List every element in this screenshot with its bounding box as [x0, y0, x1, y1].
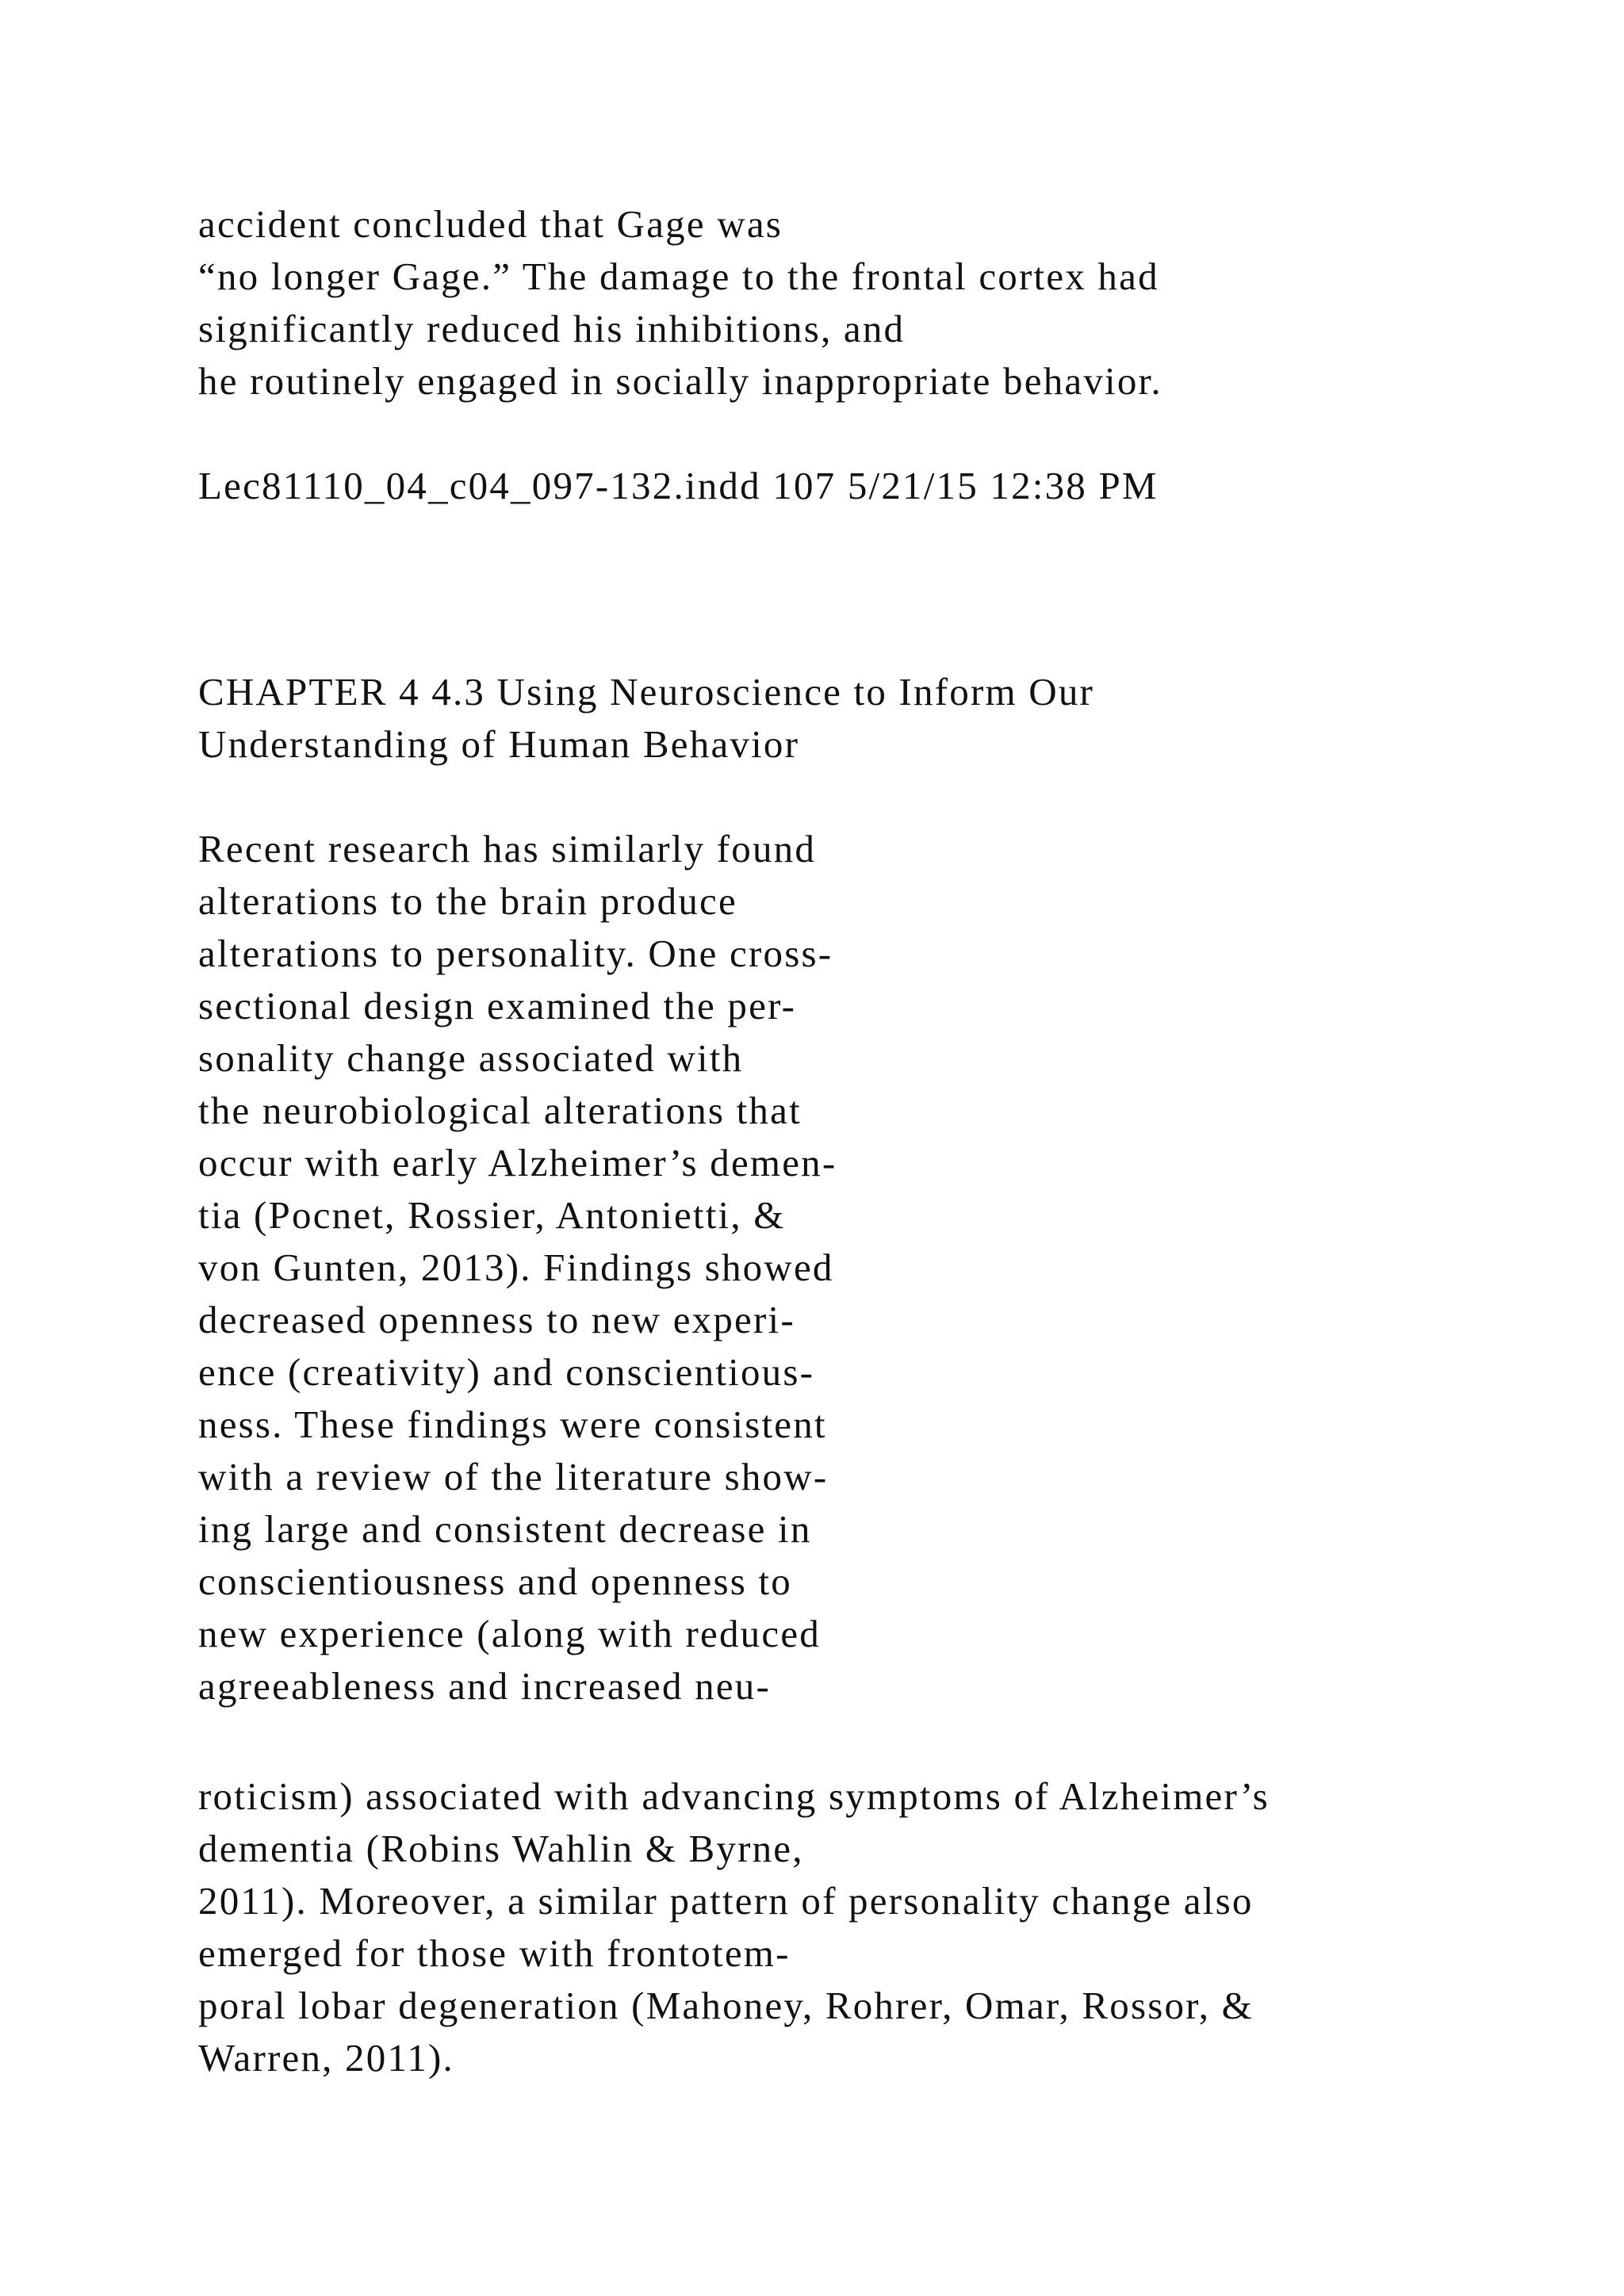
text-line: ness. These findings were consistent — [198, 1402, 827, 1446]
text-line: alterations to the brain produce — [198, 879, 737, 923]
text-line: significantly reduced his inhibitions, and — [198, 307, 906, 350]
text-line: Recent research has similarly found — [198, 827, 817, 871]
text-line: sonality change associated with — [198, 1036, 744, 1080]
text-line: “no longer Gage.” The damage to the frontal cortex had — [198, 254, 1159, 298]
text-line: dementia (Robins Wahlin & Byrne, — [198, 1827, 804, 1870]
text-line: occur with early Alzheimer’s demen- — [198, 1141, 837, 1184]
file-footer — [198, 460, 1159, 512]
continuation-paragraph — [198, 1770, 1270, 2084]
text-line: 2011). Moreover, a similar pattern of personality change also — [198, 1879, 1254, 1923]
text-line: roticism) associated with advancing symptoms of Alzheimer’s — [198, 1774, 1270, 1818]
text-line: accident concluded that Gage was — [198, 202, 783, 246]
text-line: emerged for those with frontotem- — [198, 1931, 791, 1975]
top-paragraph — [198, 198, 1162, 408]
text-line: tia (Pocnet, Rossier, Antonietti, & — [198, 1193, 786, 1237]
text-line: sectional design examined the per- — [198, 984, 797, 1027]
text-line: poral lobar degeneration (Mahoney, Rohrer, Omar, Rossor, & — [198, 1984, 1254, 2027]
file-footer-text: Lec81110_04_c04_097-132.indd 107 5/21/15 12:38 PM — [198, 464, 1159, 507]
text-line: the neurobiological alterations that — [198, 1089, 802, 1132]
text-line: ing large and consistent decrease in — [198, 1507, 812, 1551]
text-line: alterations to personality. One cross- — [198, 932, 833, 975]
heading-line: CHAPTER 4 4.3 Using Neuroscience to Inform Our — [198, 670, 1095, 714]
text-line: ence (creativity) and conscientious- — [198, 1350, 815, 1394]
text-line: conscientiousness and openness to — [198, 1559, 792, 1603]
text-line: decreased openness to new experi- — [198, 1298, 795, 1341]
body-column — [198, 823, 837, 1712]
text-line: with a review of the literature show- — [198, 1455, 829, 1498]
section-heading — [198, 666, 1094, 771]
text-line: Warren, 2011). — [198, 2036, 455, 2080]
text-line: agreeableness and increased neu- — [198, 1664, 772, 1708]
text-line: he routinely engaged in socially inappropriate behavior. — [198, 359, 1162, 403]
text-line: von Gunten, 2013). Findings showed — [198, 1246, 834, 1289]
heading-line: Understanding of Human Behavior — [198, 722, 800, 766]
text-line: new experience (along with reduced — [198, 1612, 821, 1655]
